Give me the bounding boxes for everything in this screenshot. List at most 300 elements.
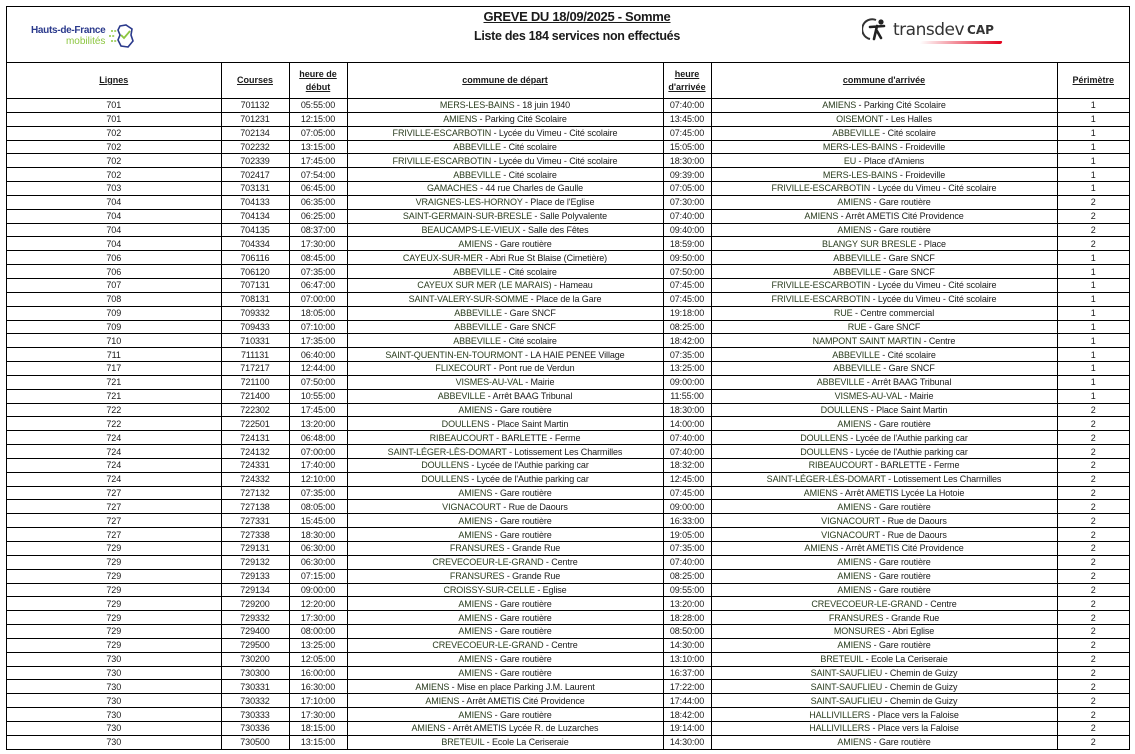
cell-heure-arrivee[interactable]: 11:55:00 — [663, 389, 711, 403]
cell-course[interactable]: 729131 — [221, 542, 289, 556]
cell-perimetre[interactable]: 1 — [1057, 278, 1129, 292]
cell-heure-arrivee[interactable]: 09:50:00 — [663, 251, 711, 265]
cell-heure-arrivee[interactable]: 16:37:00 — [663, 666, 711, 680]
cell-commune-arrivee[interactable] — [711, 154, 1057, 168]
cell-heure-arrivee[interactable]: 17:44:00 — [663, 694, 711, 708]
cell-course[interactable]: 727132 — [221, 486, 289, 500]
cell-heure-arrivee[interactable]: 07:05:00 — [663, 182, 711, 196]
cell-course[interactable]: 727331 — [221, 514, 289, 528]
cell-perimetre[interactable]: 2 — [1057, 569, 1129, 583]
cell-heure-debut[interactable]: 06:45:00 — [289, 182, 347, 196]
cell-perimetre[interactable]: 2 — [1057, 500, 1129, 514]
table-row[interactable] — [7, 597, 1129, 611]
cell-commune-arrivee[interactable] — [711, 611, 1057, 625]
cell-heure-debut[interactable]: 07:35:00 — [289, 265, 347, 279]
cell-heure-arrivee[interactable]: 18:28:00 — [663, 611, 711, 625]
table-row[interactable] — [7, 472, 1129, 486]
cell-ligne[interactable]: 730 — [7, 735, 221, 749]
cell-course[interactable]: 729400 — [221, 625, 289, 639]
cell-commune-arrivee[interactable] — [711, 694, 1057, 708]
cell-ligne[interactable]: 701 — [7, 112, 221, 126]
cell-heure-debut[interactable]: 07:05:00 — [289, 126, 347, 140]
col-header-perimetre[interactable]: Périmètre — [1057, 63, 1129, 99]
cell-perimetre[interactable]: 2 — [1057, 209, 1129, 223]
cell-heure-arrivee[interactable]: 19:18:00 — [663, 306, 711, 320]
cell-commune-arrivee[interactable] — [711, 472, 1057, 486]
table-row[interactable] — [7, 168, 1129, 182]
cell-heure-debut[interactable]: 08:45:00 — [289, 251, 347, 265]
cell-heure-arrivee[interactable]: 09:00:00 — [663, 375, 711, 389]
cell-perimetre[interactable]: 2 — [1057, 666, 1129, 680]
cell-ligne[interactable]: 729 — [7, 638, 221, 652]
cell-commune-depart[interactable] — [347, 708, 663, 722]
cell-heure-debut[interactable]: 17:30:00 — [289, 708, 347, 722]
cell-commune-arrivee[interactable] — [711, 514, 1057, 528]
cell-heure-debut[interactable]: 07:10:00 — [289, 320, 347, 334]
cell-commune-depart[interactable] — [347, 514, 663, 528]
cell-heure-debut[interactable]: 08:00:00 — [289, 625, 347, 639]
cell-course[interactable]: 729200 — [221, 597, 289, 611]
cell-commune-depart[interactable] — [347, 569, 663, 583]
cell-ligne[interactable]: 727 — [7, 486, 221, 500]
cell-heure-debut[interactable]: 06:40:00 — [289, 348, 347, 362]
cell-course[interactable]: 706120 — [221, 265, 289, 279]
cell-ligne[interactable]: 704 — [7, 195, 221, 209]
cell-perimetre[interactable]: 1 — [1057, 126, 1129, 140]
cell-heure-arrivee[interactable]: 08:25:00 — [663, 569, 711, 583]
cell-commune-arrivee[interactable] — [711, 112, 1057, 126]
cell-commune-depart[interactable] — [347, 472, 663, 486]
cell-course[interactable]: 704135 — [221, 223, 289, 237]
cell-ligne[interactable]: 704 — [7, 237, 221, 251]
cell-course[interactable]: 711131 — [221, 348, 289, 362]
cell-ligne[interactable]: 729 — [7, 625, 221, 639]
cell-course[interactable]: 727138 — [221, 500, 289, 514]
cell-commune-depart[interactable] — [347, 375, 663, 389]
cell-commune-depart[interactable] — [347, 431, 663, 445]
cell-commune-arrivee[interactable] — [711, 334, 1057, 348]
cell-course[interactable]: 724332 — [221, 472, 289, 486]
table-row[interactable] — [7, 417, 1129, 431]
cell-course[interactable]: 727338 — [221, 528, 289, 542]
cell-heure-arrivee[interactable]: 07:40:00 — [663, 445, 711, 459]
cell-ligne[interactable]: 727 — [7, 528, 221, 542]
cell-commune-arrivee[interactable] — [711, 182, 1057, 196]
cell-commune-arrivee[interactable] — [711, 458, 1057, 472]
cell-course[interactable]: 707131 — [221, 278, 289, 292]
cell-heure-arrivee[interactable]: 07:45:00 — [663, 278, 711, 292]
table-row[interactable] — [7, 638, 1129, 652]
cell-heure-arrivee[interactable]: 08:50:00 — [663, 625, 711, 639]
cell-heure-arrivee[interactable]: 15:05:00 — [663, 140, 711, 154]
cell-ligne[interactable]: 730 — [7, 694, 221, 708]
cell-commune-arrivee[interactable] — [711, 721, 1057, 735]
cell-course[interactable]: 702417 — [221, 168, 289, 182]
cell-course[interactable]: 730331 — [221, 680, 289, 694]
cell-perimetre[interactable]: 2 — [1057, 597, 1129, 611]
table-row[interactable] — [7, 362, 1129, 376]
cell-commune-arrivee[interactable] — [711, 251, 1057, 265]
cell-perimetre[interactable]: 2 — [1057, 237, 1129, 251]
cell-perimetre[interactable]: 1 — [1057, 292, 1129, 306]
cell-heure-arrivee[interactable]: 09:00:00 — [663, 500, 711, 514]
cell-ligne[interactable]: 722 — [7, 417, 221, 431]
cell-ligne[interactable]: 710 — [7, 334, 221, 348]
table-row[interactable] — [7, 126, 1129, 140]
cell-commune-depart[interactable] — [347, 666, 663, 680]
cell-heure-debut[interactable]: 15:45:00 — [289, 514, 347, 528]
cell-course[interactable]: 704133 — [221, 195, 289, 209]
cell-course[interactable]: 704334 — [221, 237, 289, 251]
cell-heure-debut[interactable]: 08:05:00 — [289, 500, 347, 514]
cell-commune-depart[interactable] — [347, 278, 663, 292]
cell-course[interactable]: 702339 — [221, 154, 289, 168]
cell-ligne[interactable]: 730 — [7, 666, 221, 680]
table-row[interactable] — [7, 694, 1129, 708]
cell-course[interactable]: 722501 — [221, 417, 289, 431]
cell-ligne[interactable]: 724 — [7, 431, 221, 445]
cell-heure-arrivee[interactable]: 09:39:00 — [663, 168, 711, 182]
cell-heure-arrivee[interactable]: 07:35:00 — [663, 348, 711, 362]
cell-ligne[interactable]: 701 — [7, 99, 221, 113]
cell-commune-depart[interactable] — [347, 458, 663, 472]
cell-commune-depart[interactable] — [347, 735, 663, 749]
cell-heure-debut[interactable]: 07:35:00 — [289, 486, 347, 500]
cell-commune-arrivee[interactable] — [711, 292, 1057, 306]
table-row[interactable] — [7, 555, 1129, 569]
cell-heure-arrivee[interactable]: 14:00:00 — [663, 417, 711, 431]
cell-commune-arrivee[interactable] — [711, 403, 1057, 417]
cell-commune-arrivee[interactable] — [711, 168, 1057, 182]
cell-ligne[interactable]: 729 — [7, 542, 221, 556]
col-header-commune-depart[interactable]: commune de départ — [347, 63, 663, 99]
col-header-commune-arrivee[interactable]: commune d'arrivée — [711, 63, 1057, 99]
cell-heure-arrivee[interactable]: 07:40:00 — [663, 431, 711, 445]
cell-heure-arrivee[interactable]: 08:25:00 — [663, 320, 711, 334]
cell-ligne[interactable]: 707 — [7, 278, 221, 292]
cell-commune-arrivee[interactable] — [711, 569, 1057, 583]
cell-commune-depart[interactable] — [347, 721, 663, 735]
cell-ligne[interactable]: 730 — [7, 652, 221, 666]
cell-ligne[interactable]: 702 — [7, 140, 221, 154]
cell-course[interactable]: 730332 — [221, 694, 289, 708]
cell-commune-depart[interactable] — [347, 680, 663, 694]
cell-heure-arrivee[interactable]: 07:40:00 — [663, 99, 711, 113]
cell-perimetre[interactable]: 2 — [1057, 652, 1129, 666]
cell-heure-debut[interactable]: 13:15:00 — [289, 735, 347, 749]
cell-commune-arrivee[interactable] — [711, 362, 1057, 376]
cell-commune-arrivee[interactable] — [711, 625, 1057, 639]
cell-ligne[interactable]: 730 — [7, 708, 221, 722]
cell-perimetre[interactable]: 2 — [1057, 223, 1129, 237]
table-row[interactable] — [7, 708, 1129, 722]
cell-perimetre[interactable]: 2 — [1057, 445, 1129, 459]
cell-commune-depart[interactable] — [347, 306, 663, 320]
cell-commune-depart[interactable] — [347, 625, 663, 639]
cell-commune-depart[interactable] — [347, 320, 663, 334]
cell-perimetre[interactable]: 2 — [1057, 611, 1129, 625]
cell-heure-debut[interactable]: 06:35:00 — [289, 195, 347, 209]
cell-perimetre[interactable]: 1 — [1057, 389, 1129, 403]
cell-ligne[interactable]: 727 — [7, 514, 221, 528]
cell-ligne[interactable]: 704 — [7, 209, 221, 223]
cell-heure-arrivee[interactable]: 18:32:00 — [663, 458, 711, 472]
cell-commune-arrivee[interactable] — [711, 735, 1057, 749]
cell-commune-depart[interactable] — [347, 292, 663, 306]
cell-heure-debut[interactable]: 17:30:00 — [289, 237, 347, 251]
cell-course[interactable]: 724331 — [221, 458, 289, 472]
cell-commune-arrivee[interactable] — [711, 278, 1057, 292]
cell-course[interactable]: 729133 — [221, 569, 289, 583]
cell-commune-arrivee[interactable] — [711, 486, 1057, 500]
table-row[interactable] — [7, 195, 1129, 209]
cell-perimetre[interactable]: 1 — [1057, 154, 1129, 168]
cell-commune-arrivee[interactable] — [711, 126, 1057, 140]
cell-commune-arrivee[interactable] — [711, 542, 1057, 556]
cell-heure-debut[interactable]: 12:20:00 — [289, 597, 347, 611]
table-row[interactable] — [7, 666, 1129, 680]
cell-perimetre[interactable]: 2 — [1057, 555, 1129, 569]
table-row[interactable] — [7, 182, 1129, 196]
cell-commune-arrivee[interactable] — [711, 209, 1057, 223]
cell-perimetre[interactable]: 2 — [1057, 472, 1129, 486]
cell-ligne[interactable]: 706 — [7, 265, 221, 279]
cell-perimetre[interactable]: 2 — [1057, 542, 1129, 556]
cell-commune-arrivee[interactable] — [711, 708, 1057, 722]
cell-perimetre[interactable]: 2 — [1057, 625, 1129, 639]
cell-commune-arrivee[interactable] — [711, 500, 1057, 514]
cell-ligne[interactable]: 721 — [7, 375, 221, 389]
cell-perimetre[interactable]: 1 — [1057, 99, 1129, 113]
cell-heure-arrivee[interactable]: 13:20:00 — [663, 597, 711, 611]
cell-commune-depart[interactable] — [347, 348, 663, 362]
cell-course[interactable]: 706116 — [221, 251, 289, 265]
table-row[interactable] — [7, 652, 1129, 666]
cell-commune-depart[interactable] — [347, 237, 663, 251]
cell-ligne[interactable]: 721 — [7, 389, 221, 403]
table-row[interactable] — [7, 306, 1129, 320]
cell-heure-debut[interactable]: 17:40:00 — [289, 458, 347, 472]
table-row[interactable] — [7, 154, 1129, 168]
cell-heure-arrivee[interactable]: 13:10:00 — [663, 652, 711, 666]
cell-course[interactable]: 702232 — [221, 140, 289, 154]
cell-course[interactable]: 708131 — [221, 292, 289, 306]
cell-heure-debut[interactable]: 07:15:00 — [289, 569, 347, 583]
cell-heure-debut[interactable]: 07:50:00 — [289, 375, 347, 389]
cell-commune-depart[interactable] — [347, 555, 663, 569]
cell-course[interactable]: 730500 — [221, 735, 289, 749]
cell-course[interactable]: 730200 — [221, 652, 289, 666]
cell-heure-arrivee[interactable]: 19:05:00 — [663, 528, 711, 542]
cell-heure-debut[interactable]: 07:54:00 — [289, 168, 347, 182]
cell-heure-arrivee[interactable]: 07:30:00 — [663, 195, 711, 209]
cell-perimetre[interactable]: 1 — [1057, 112, 1129, 126]
cell-commune-arrivee[interactable] — [711, 417, 1057, 431]
cell-commune-depart[interactable] — [347, 597, 663, 611]
cell-heure-debut[interactable]: 12:10:00 — [289, 472, 347, 486]
cell-perimetre[interactable]: 2 — [1057, 458, 1129, 472]
cell-heure-debut[interactable]: 18:30:00 — [289, 528, 347, 542]
cell-course[interactable]: 722302 — [221, 403, 289, 417]
cell-heure-arrivee[interactable]: 07:45:00 — [663, 292, 711, 306]
cell-heure-debut[interactable]: 13:25:00 — [289, 638, 347, 652]
cell-commune-arrivee[interactable] — [711, 306, 1057, 320]
table-row[interactable] — [7, 458, 1129, 472]
cell-heure-debut[interactable]: 17:45:00 — [289, 403, 347, 417]
cell-ligne[interactable]: 724 — [7, 445, 221, 459]
table-row[interactable] — [7, 721, 1129, 735]
table-row[interactable] — [7, 320, 1129, 334]
cell-ligne[interactable]: 729 — [7, 569, 221, 583]
cell-heure-debut[interactable]: 10:55:00 — [289, 389, 347, 403]
table-row[interactable] — [7, 486, 1129, 500]
cell-commune-depart[interactable] — [347, 223, 663, 237]
cell-commune-depart[interactable] — [347, 126, 663, 140]
table-row[interactable] — [7, 514, 1129, 528]
cell-heure-debut[interactable]: 06:30:00 — [289, 555, 347, 569]
table-row[interactable] — [7, 112, 1129, 126]
cell-heure-debut[interactable]: 08:37:00 — [289, 223, 347, 237]
cell-course[interactable]: 703131 — [221, 182, 289, 196]
cell-ligne[interactable]: 724 — [7, 458, 221, 472]
cell-commune-arrivee[interactable] — [711, 389, 1057, 403]
cell-heure-arrivee[interactable]: 07:40:00 — [663, 555, 711, 569]
cell-heure-debut[interactable]: 07:00:00 — [289, 292, 347, 306]
col-header-lignes[interactable]: Lignes — [7, 63, 221, 99]
cell-heure-arrivee[interactable]: 07:45:00 — [663, 486, 711, 500]
cell-heure-debut[interactable]: 17:35:00 — [289, 334, 347, 348]
cell-perimetre[interactable]: 1 — [1057, 182, 1129, 196]
cell-course[interactable]: 724131 — [221, 431, 289, 445]
cell-ligne[interactable]: 702 — [7, 126, 221, 140]
cell-heure-debut[interactable]: 12:15:00 — [289, 112, 347, 126]
cell-commune-depart[interactable] — [347, 389, 663, 403]
cell-heure-arrivee[interactable]: 13:45:00 — [663, 112, 711, 126]
cell-heure-debut[interactable]: 17:45:00 — [289, 154, 347, 168]
cell-perimetre[interactable]: 1 — [1057, 251, 1129, 265]
cell-commune-arrivee[interactable] — [711, 445, 1057, 459]
cell-commune-arrivee[interactable] — [711, 237, 1057, 251]
cell-course[interactable]: 721100 — [221, 375, 289, 389]
cell-heure-arrivee[interactable]: 09:40:00 — [663, 223, 711, 237]
cell-heure-arrivee[interactable]: 07:50:00 — [663, 265, 711, 279]
cell-commune-arrivee[interactable] — [711, 431, 1057, 445]
cell-course[interactable]: 724132 — [221, 445, 289, 459]
cell-heure-arrivee[interactable]: 18:30:00 — [663, 403, 711, 417]
cell-ligne[interactable]: 729 — [7, 597, 221, 611]
cell-course[interactable]: 704134 — [221, 209, 289, 223]
cell-heure-debut[interactable]: 16:00:00 — [289, 666, 347, 680]
cell-commune-arrivee[interactable] — [711, 638, 1057, 652]
cell-perimetre[interactable]: 1 — [1057, 375, 1129, 389]
table-row[interactable] — [7, 209, 1129, 223]
cell-commune-arrivee[interactable] — [711, 555, 1057, 569]
cell-heure-arrivee[interactable]: 18:30:00 — [663, 154, 711, 168]
cell-ligne[interactable]: 724 — [7, 472, 221, 486]
cell-heure-arrivee[interactable]: 07:45:00 — [663, 126, 711, 140]
cell-commune-depart[interactable] — [347, 140, 663, 154]
cell-course[interactable]: 710331 — [221, 334, 289, 348]
cell-commune-arrivee[interactable] — [711, 348, 1057, 362]
cell-heure-arrivee[interactable]: 16:33:00 — [663, 514, 711, 528]
cell-ligne[interactable]: 711 — [7, 348, 221, 362]
cell-perimetre[interactable]: 1 — [1057, 306, 1129, 320]
cell-ligne[interactable]: 727 — [7, 500, 221, 514]
cell-heure-arrivee[interactable]: 19:14:00 — [663, 721, 711, 735]
cell-ligne[interactable]: 702 — [7, 154, 221, 168]
cell-perimetre[interactable]: 2 — [1057, 721, 1129, 735]
cell-perimetre[interactable]: 2 — [1057, 583, 1129, 597]
cell-commune-depart[interactable] — [347, 154, 663, 168]
cell-ligne[interactable]: 704 — [7, 223, 221, 237]
cell-perimetre[interactable]: 1 — [1057, 265, 1129, 279]
cell-commune-depart[interactable] — [347, 182, 663, 196]
cell-ligne[interactable]: 730 — [7, 680, 221, 694]
cell-heure-debut[interactable]: 16:30:00 — [289, 680, 347, 694]
cell-course[interactable]: 729500 — [221, 638, 289, 652]
cell-commune-arrivee[interactable] — [711, 140, 1057, 154]
cell-heure-debut[interactable]: 13:20:00 — [289, 417, 347, 431]
cell-heure-arrivee[interactable]: 14:30:00 — [663, 735, 711, 749]
cell-commune-arrivee[interactable] — [711, 583, 1057, 597]
cell-course[interactable]: 721400 — [221, 389, 289, 403]
cell-perimetre[interactable]: 1 — [1057, 362, 1129, 376]
cell-heure-debut[interactable]: 13:15:00 — [289, 140, 347, 154]
cell-course[interactable]: 702134 — [221, 126, 289, 140]
table-row[interactable] — [7, 445, 1129, 459]
cell-commune-depart[interactable] — [347, 694, 663, 708]
table-row[interactable] — [7, 389, 1129, 403]
table-row[interactable] — [7, 237, 1129, 251]
cell-commune-depart[interactable] — [347, 403, 663, 417]
cell-commune-arrivee[interactable] — [711, 666, 1057, 680]
cell-ligne[interactable]: 722 — [7, 403, 221, 417]
table-row[interactable] — [7, 265, 1129, 279]
cell-commune-arrivee[interactable] — [711, 652, 1057, 666]
cell-perimetre[interactable]: 1 — [1057, 140, 1129, 154]
table-row[interactable] — [7, 99, 1129, 113]
cell-heure-arrivee[interactable]: 07:35:00 — [663, 542, 711, 556]
cell-perimetre[interactable]: 1 — [1057, 168, 1129, 182]
cell-commune-depart[interactable] — [347, 99, 663, 113]
table-row[interactable] — [7, 251, 1129, 265]
cell-commune-arrivee[interactable] — [711, 597, 1057, 611]
cell-commune-depart[interactable] — [347, 652, 663, 666]
cell-heure-debut[interactable]: 06:47:00 — [289, 278, 347, 292]
cell-ligne[interactable]: 703 — [7, 182, 221, 196]
cell-perimetre[interactable]: 2 — [1057, 403, 1129, 417]
cell-course[interactable]: 709332 — [221, 306, 289, 320]
cell-ligne[interactable]: 709 — [7, 320, 221, 334]
cell-commune-depart[interactable] — [347, 417, 663, 431]
table-row[interactable] — [7, 292, 1129, 306]
cell-heure-debut[interactable]: 12:44:00 — [289, 362, 347, 376]
cell-perimetre[interactable]: 2 — [1057, 486, 1129, 500]
cell-ligne[interactable]: 730 — [7, 721, 221, 735]
table-row[interactable] — [7, 735, 1129, 749]
cell-course[interactable]: 729134 — [221, 583, 289, 597]
table-row[interactable] — [7, 223, 1129, 237]
cell-ligne[interactable]: 717 — [7, 362, 221, 376]
cell-heure-debut[interactable]: 06:48:00 — [289, 431, 347, 445]
cell-heure-debut[interactable]: 18:05:00 — [289, 306, 347, 320]
cell-perimetre[interactable]: 1 — [1057, 320, 1129, 334]
cell-heure-debut[interactable]: 07:00:00 — [289, 445, 347, 459]
table-row[interactable] — [7, 569, 1129, 583]
table-row[interactable] — [7, 528, 1129, 542]
cell-course[interactable]: 701231 — [221, 112, 289, 126]
cell-course[interactable]: 730333 — [221, 708, 289, 722]
